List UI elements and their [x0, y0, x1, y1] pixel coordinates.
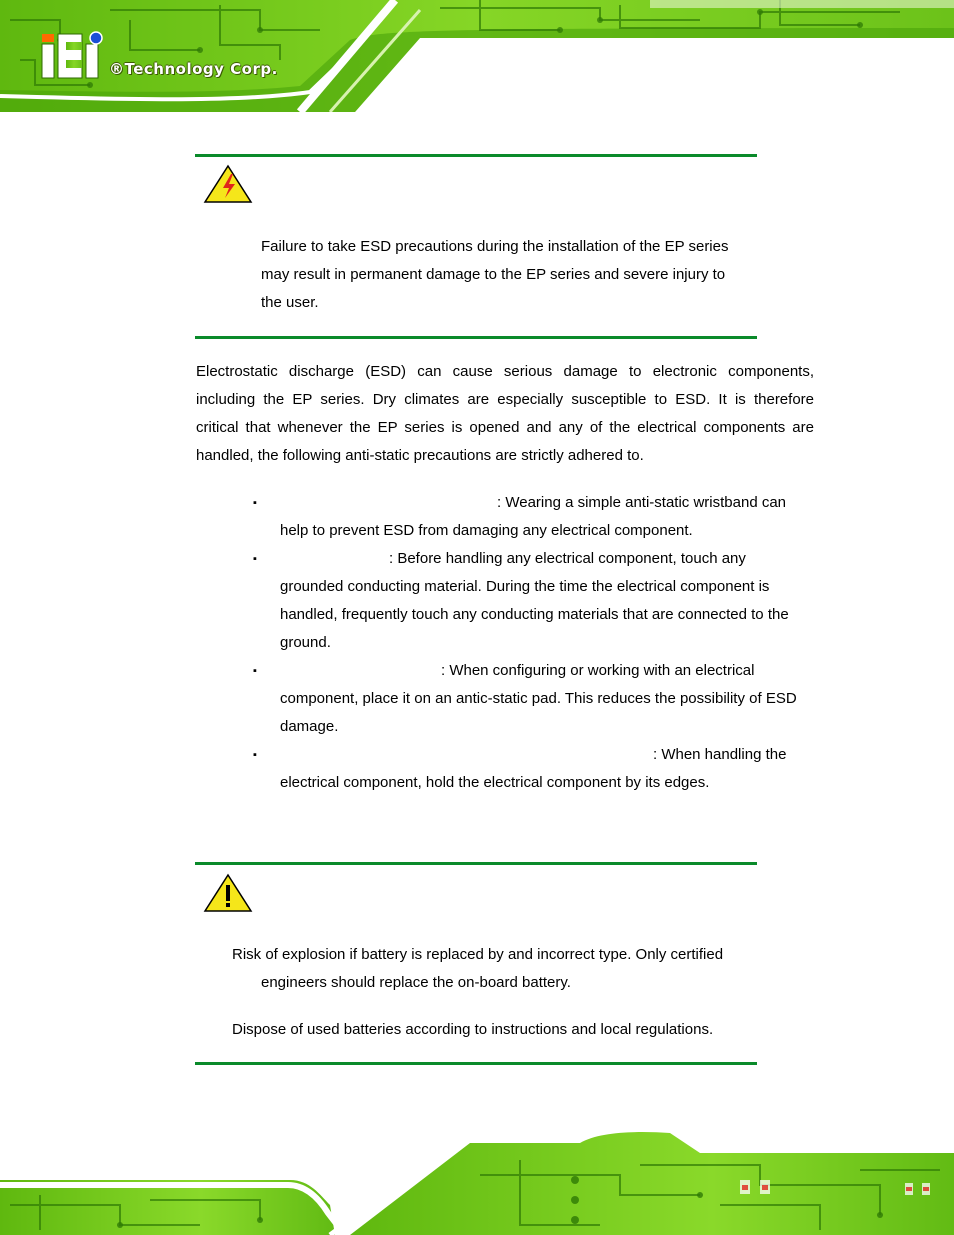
list-item: handled, frequently touch any conducting materials that are connected to the	[280, 606, 789, 623]
warning1-line: the user.	[261, 294, 319, 311]
warning-bottom-rule	[195, 336, 757, 339]
warning-top-rule	[195, 154, 757, 157]
warning2-line: engineers should replace the on-board battery.	[261, 974, 571, 991]
bullet-marker: ▪	[253, 497, 257, 509]
list-item: grounded conducting material. During the time the electrical component is	[280, 578, 770, 595]
warning-bottom-rule	[195, 1062, 757, 1065]
list-item: : Before handling any electrical component, touch any	[389, 550, 746, 567]
list-item: ground.	[280, 634, 331, 651]
page-header	[0, 0, 954, 112]
list-item: damage.	[280, 718, 339, 735]
intro-line: handled, the following anti-static precautions are strictly adhered to.	[196, 447, 644, 464]
list-item: : When configuring or working with an electrical	[441, 662, 755, 679]
circuit-board-footer	[0, 1125, 954, 1235]
list-item: component, place it on an antic-static pad. This reduces the possibility of ESD	[280, 690, 797, 707]
iei-logo	[42, 32, 102, 78]
list-item: help to prevent ESD from damaging any electrical component.	[280, 522, 693, 539]
intro-line: Electrostatic discharge (ESD) can cause serious damage to electronic components,	[196, 363, 814, 380]
intro-line: critical that whenever the EP series is opened and any of the electrical components are	[196, 419, 814, 436]
brand-name: ®Technology Corp.	[109, 60, 278, 78]
bullet-marker: ▪	[253, 665, 257, 677]
bullet-marker: ▪	[253, 553, 257, 565]
warning1-line: may result in permanent damage to the EP series and severe injury to	[261, 266, 726, 283]
electric-hazard-icon	[203, 164, 253, 204]
list-item: : When handling the	[653, 746, 787, 763]
warning2-line: Risk of explosion if battery is replaced by and incorrect type. Only certified	[232, 946, 724, 963]
exclamation-warning-icon	[203, 873, 253, 913]
warning-top-rule	[195, 862, 757, 865]
list-item: : Wearing a simple anti-static wristband can	[497, 494, 787, 511]
page-footer	[0, 1125, 954, 1235]
bullet-marker: ▪	[253, 749, 257, 761]
list-item: electrical component, hold the electrical component by its edges.	[280, 774, 710, 791]
warning1-line: Failure to take ESD precautions during the installation of the EP series	[261, 238, 729, 255]
warning2-line: Dispose of used batteries according to instructions and local regulations.	[232, 1021, 714, 1038]
intro-line: including the EP series. Dry climates are especially susceptible to ESD. It is therefore	[196, 391, 814, 408]
circuit-board-banner	[0, 0, 954, 112]
